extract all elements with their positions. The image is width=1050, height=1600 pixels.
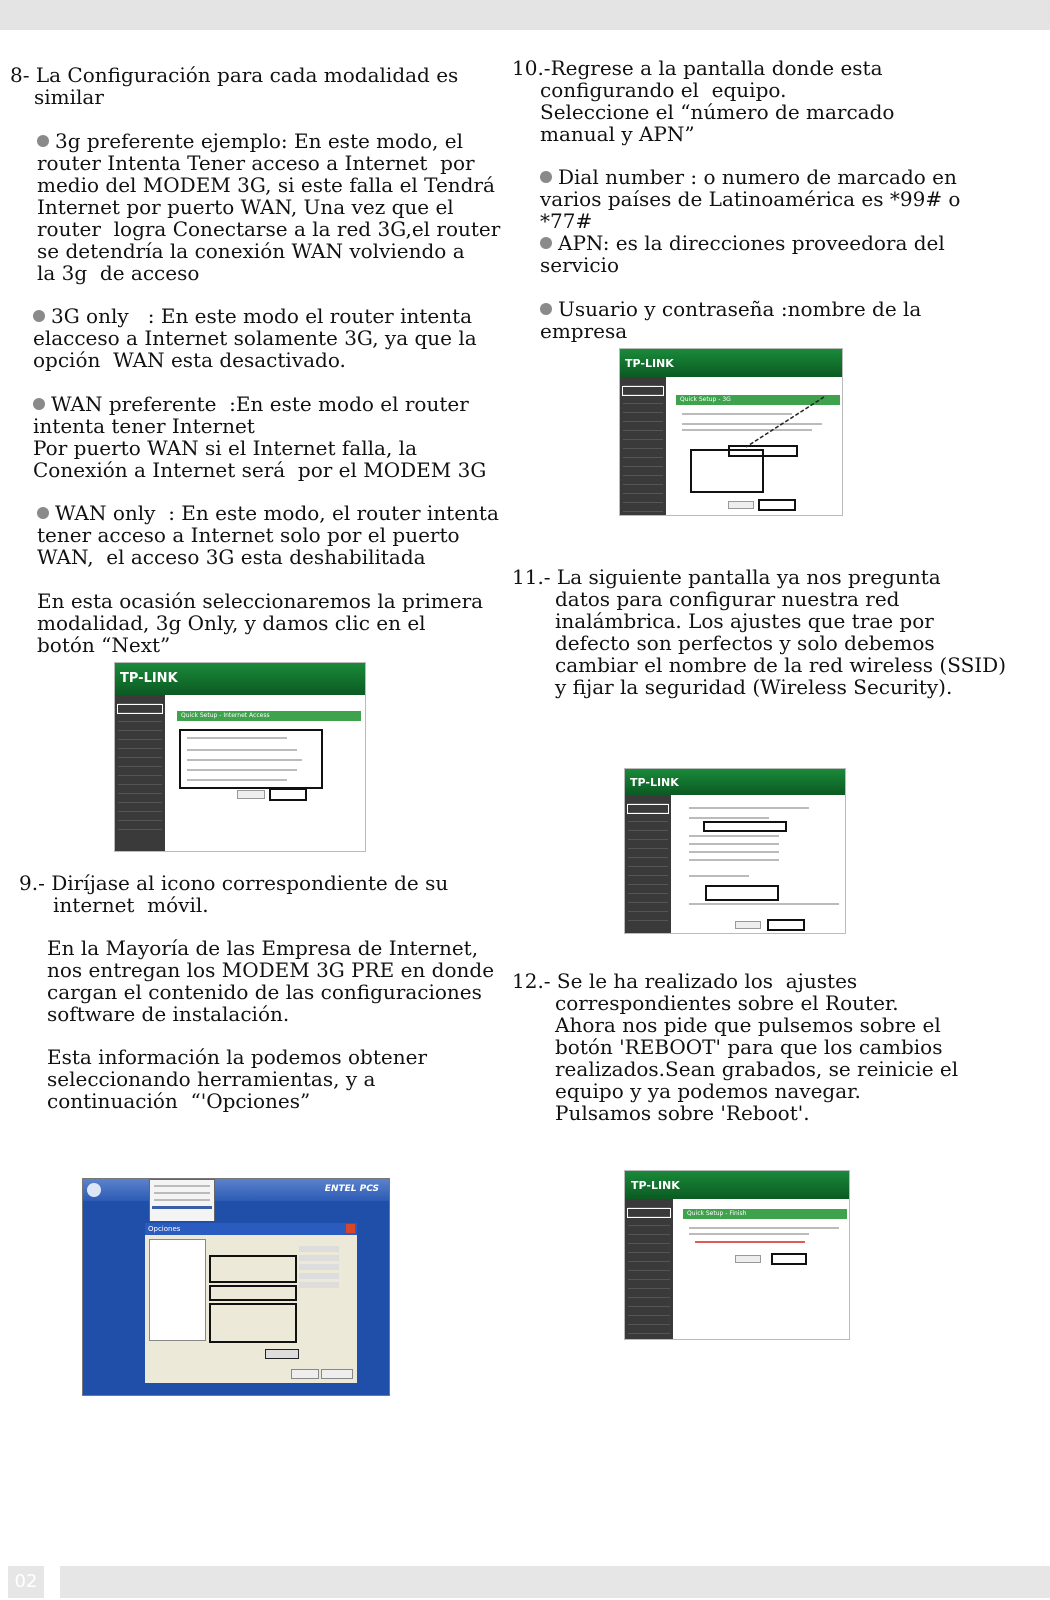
- section-title-bar: Quick Setup - Internet Access: [177, 711, 361, 721]
- tp-link-logo: TP-LINK: [120, 671, 178, 686]
- ssid-box: [703, 821, 787, 832]
- screenshot-quick-setup-finish: [624, 1170, 850, 1340]
- apn-box: [209, 1285, 297, 1301]
- close-icon[interactable]: [346, 1224, 355, 1233]
- bullet-dot-icon: [540, 303, 552, 315]
- section-8-line2: similar: [34, 85, 104, 109]
- next-button[interactable]: [269, 788, 307, 801]
- section-title-bar: Quick Setup - Finish: [683, 1209, 847, 1219]
- page-number: 02: [8, 1566, 44, 1598]
- bullet-dot-icon: [37, 135, 49, 147]
- dial-user-password-box: [209, 1303, 297, 1343]
- screenshot-quick-setup-3g: [619, 348, 843, 516]
- wireless-security-box: [705, 885, 779, 901]
- section-8-line1: 8- La Configuración para cada modalidad es: [10, 63, 459, 87]
- router-sidebar: [115, 695, 165, 851]
- tp-link-logo: TP-LINK: [630, 776, 679, 789]
- cancel-button[interactable]: [321, 1369, 353, 1379]
- bullet-dot-icon: [33, 398, 45, 410]
- router-sidebar: [625, 1199, 673, 1339]
- section-9-line1: 9.- Diríjase al icono correspondiente de su: [19, 871, 449, 895]
- pointer-arrow: [740, 393, 830, 451]
- entel-brand-logo: ENTEL PCS: [324, 1184, 379, 1194]
- bullet-dot-icon: [33, 310, 45, 322]
- section-9-line2: internet móvil.: [53, 893, 209, 917]
- profile-name-box: [209, 1255, 297, 1283]
- back-button[interactable]: [728, 501, 754, 509]
- next-button[interactable]: [758, 499, 796, 511]
- advanced-button[interactable]: [265, 1349, 299, 1359]
- tools-menu[interactable]: [149, 1179, 215, 1223]
- back-button[interactable]: [735, 1255, 761, 1263]
- router-sidebar: [625, 795, 671, 933]
- tp-link-logo: TP-LINK: [631, 1179, 680, 1192]
- tp-link-logo: TP-LINK: [625, 357, 674, 370]
- footer-bar: [60, 1566, 1050, 1598]
- ok-button[interactable]: [291, 1369, 319, 1379]
- screenshot-wireless-settings: [624, 768, 846, 934]
- next-button[interactable]: [767, 919, 805, 931]
- section-title-bar: Quick Setup - 3G: [676, 395, 840, 405]
- bullet-dot-icon: [540, 237, 552, 249]
- bullet-dot-icon: [37, 507, 49, 519]
- options-dialog: Opciones: [143, 1221, 359, 1385]
- bullet-dot-icon: [540, 171, 552, 183]
- router-sidebar: [620, 377, 666, 515]
- back-button[interactable]: [735, 921, 761, 929]
- screenshot-internet-access: [114, 662, 366, 852]
- back-button[interactable]: [237, 790, 265, 799]
- connect-icon: [87, 1183, 101, 1197]
- screenshot-entel-options: [82, 1178, 390, 1396]
- top-bar: [0, 0, 1050, 30]
- options-tree[interactable]: [149, 1239, 206, 1341]
- reboot-button[interactable]: [771, 1253, 807, 1265]
